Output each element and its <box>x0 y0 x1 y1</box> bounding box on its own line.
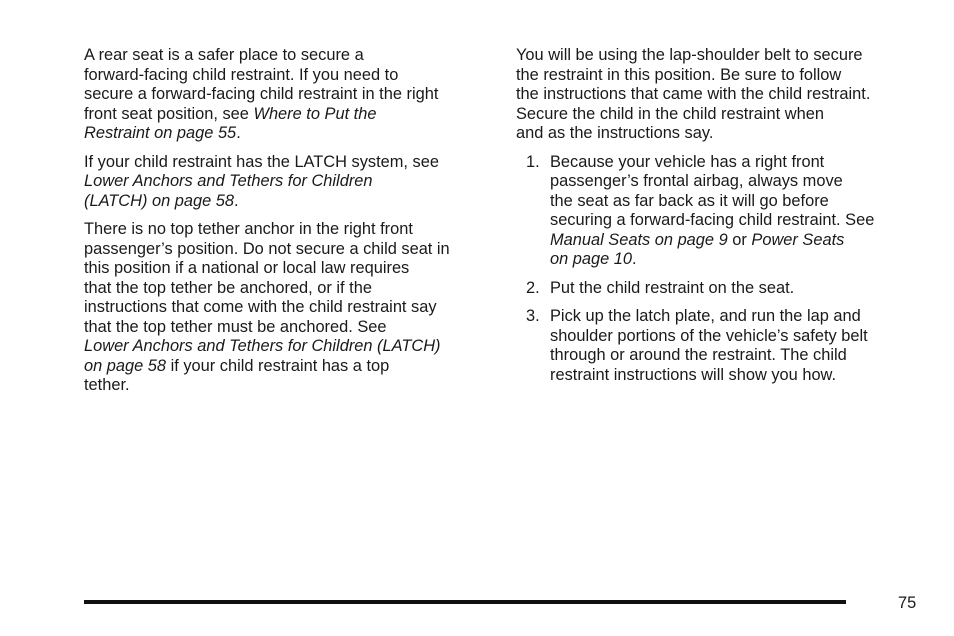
text-line: shoulder portions of the vehicle’s safety belt <box>550 326 868 345</box>
step-item <box>516 279 916 299</box>
text-line: that the top tether be anchored, or if the <box>84 278 372 297</box>
text-line: You will be using the lap-shoulder belt to secure <box>516 46 863 64</box>
text-line <box>84 124 489 144</box>
step-number: 1. <box>526 152 540 171</box>
footer-rule <box>84 600 846 604</box>
text-line: forward-facing child restraint. If you need to <box>84 65 399 84</box>
text-line: instructions that come with the child restraint say <box>84 298 437 316</box>
text-line <box>84 337 489 357</box>
text-line: passenger’s position. Do not secure a child seat in <box>84 239 450 258</box>
text-fragment: . <box>234 191 239 210</box>
text-fragment: . <box>632 250 637 268</box>
text-line: If your child restraint has the LATCH system, see <box>84 152 439 171</box>
text-line: restraint instructions will show you how. <box>550 365 837 384</box>
paragraph-top-tether <box>84 220 489 396</box>
text-fragment: if your child restraint has a top <box>166 356 390 375</box>
cross-reference: Restraint on page 55 <box>84 124 237 142</box>
text-line: A rear seat is a safer place to secure a <box>84 46 364 64</box>
right-column <box>516 46 916 394</box>
cross-reference: on page 58 <box>84 356 167 375</box>
text-line: through or around the restraint. The child <box>550 346 847 364</box>
step-number: 2. <box>526 278 540 297</box>
text-line <box>84 357 489 377</box>
text-line: Put the child restraint on the seat. <box>550 278 795 297</box>
page-number: 75 <box>898 594 917 612</box>
text-line: the restraint in this position. Be sure to follow <box>516 65 842 84</box>
text-line <box>84 172 489 192</box>
text-fragment: . <box>236 124 241 142</box>
text-line: securing a forward-facing child restraint. See <box>550 211 875 229</box>
text-line: There is no top tether anchor in the right front <box>84 220 413 238</box>
text-line <box>550 250 916 270</box>
text-line: secure a forward-facing child restraint in the right <box>84 85 439 103</box>
step-item <box>516 307 916 385</box>
cross-reference: Lower Anchors and Tethers for Children <box>84 172 373 190</box>
left-column <box>84 46 489 405</box>
text-line: and as the instructions say. <box>516 124 714 142</box>
steps-list <box>516 153 916 386</box>
cross-reference: Power Seats <box>751 230 845 249</box>
text-fragment: front seat position, see <box>84 104 254 123</box>
text-line: the instructions that came with the child restraint. <box>516 85 871 103</box>
text-line: tether. <box>84 376 130 394</box>
text-line: Because your vehicle has a right front <box>550 152 825 171</box>
text-line: that the top tether must be anchored. See <box>84 317 387 336</box>
text-line <box>550 231 916 251</box>
text-line <box>84 192 489 212</box>
text-line: Pick up the latch plate, and run the lap and <box>550 307 861 325</box>
cross-reference: Manual Seats on page 9 <box>550 230 728 249</box>
text-line: the seat as far back as it will go before <box>550 191 829 210</box>
step-item <box>516 153 916 270</box>
text-line: Secure the child in the child restraint when <box>516 104 824 123</box>
cross-reference: Where to Put the <box>253 104 377 123</box>
cross-reference: on page 10 <box>550 250 633 268</box>
text-fragment: or <box>727 230 752 249</box>
text-line: passenger’s frontal airbag, always move <box>550 172 843 190</box>
cross-reference: (LATCH) on page 58 <box>84 191 235 210</box>
paragraph-latch <box>84 153 489 212</box>
paragraph-lap-shoulder-belt <box>516 46 916 144</box>
text-line <box>84 105 489 125</box>
step-number: 3. <box>526 307 540 325</box>
text-line: this position if a national or local law requires <box>84 259 410 277</box>
paragraph-rear-seat <box>84 46 489 144</box>
cross-reference: Lower Anchors and Tethers for Children (LATCH) <box>84 337 441 355</box>
